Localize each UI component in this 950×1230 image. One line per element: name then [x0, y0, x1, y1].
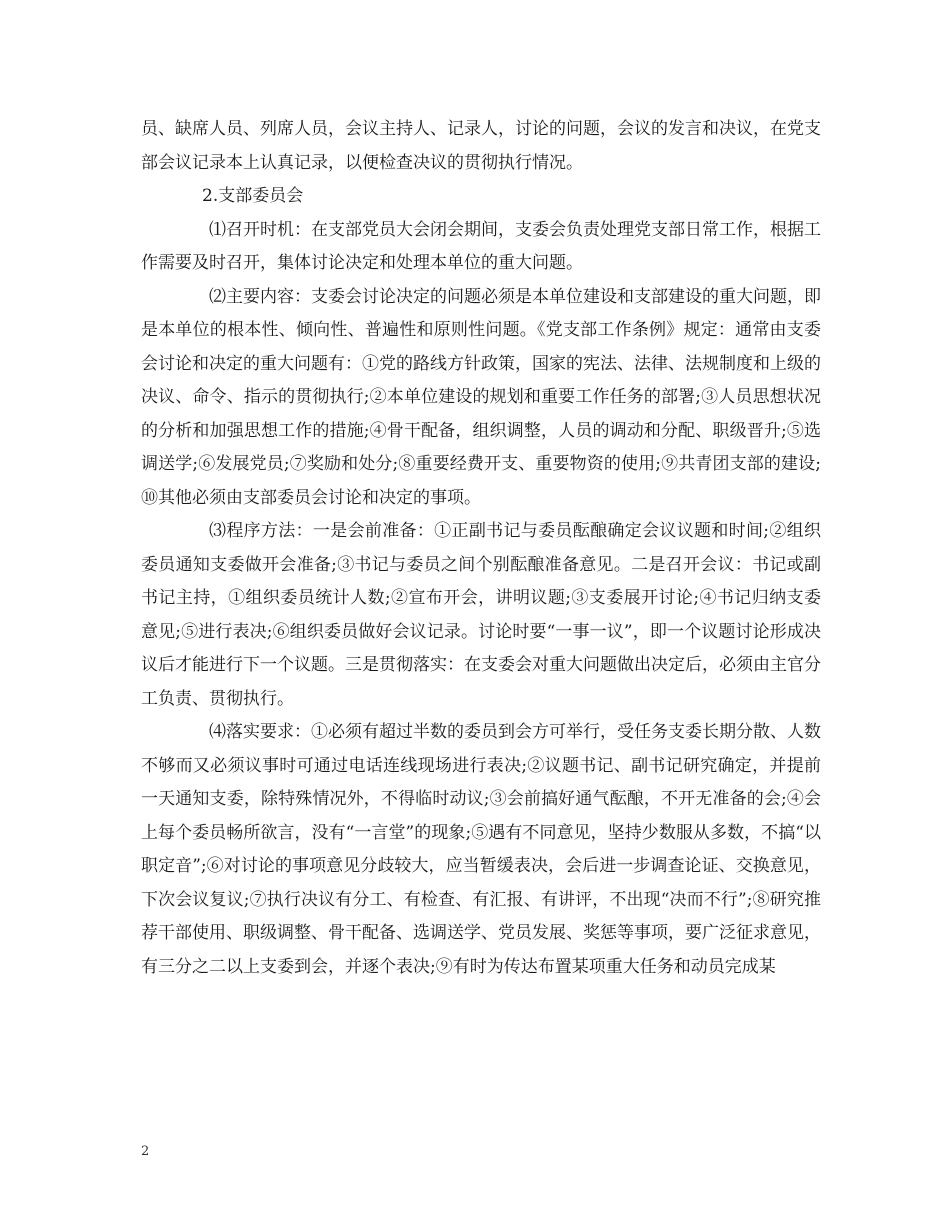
document-body [141, 113, 821, 984]
paragraph-continuation: 员、缺席人员、列席人员，会议主持人、记录人，讨论的问题，会议的发言和决议，在党支部会议记录本上认真记录，以便检查决议的贯彻执行情况。 [141, 119, 821, 173]
page-number: 2 [141, 1144, 150, 1159]
paragraph-procedure: ⑶程序方法：一是会前准备：①正副书记与委员酝酿确定会议议题和时间;②组织委员通知支委做开会准备;③书记与委员之间个别酝酿准备意见。二是召开会议：书记或副书记主持，①组织委员统计人数;②宣布开会，讲明议题;③支委展开讨论;④书记归纳支委意见;⑤进行表决;⑥组织委员做好会议记录。讨论时要“一事一议”，即一个议题讨论形成决议后才能进行下一个议题。三是贯彻落实：在支委会对重大问题做出决定后，必须由主官分工负责、贯彻执行。 [141, 521, 821, 709]
paragraph-timing: ⑴召开时机：在支部党员大会闭会期间，支委会负责处理党支部日常工作，根据工作需要及时召开，集体讨论决定和处理本单位的重大问题。 [141, 219, 821, 273]
paragraph-main-content: ⑵主要内容：支委会讨论决定的问题必须是本单位建设和支部建设的重大问题，即是本单位的根本性、倾向性、普遍性和原则性问题。《党支部工作条例》规定：通常由支委会讨论和决定的重大问题有：①党的路线方针政策，国家的宪法、法律、法规制度和上级的决议、命令、指示的贯彻执行;②本单位建设的规划和重要工作任务的部署;③人员思想状况的分析和加强思想工作的措施;④骨干配备，组织调整，人员的调动和分配、职级晋升;⑤选调送学;⑥发展党员;⑦奖励和处分;⑧重要经费开支、重要物资的使用;⑨共青团支部的建设;⑩其他必须由支部委员会讨论和决定的事项。 [141, 286, 821, 508]
section-heading: 2.支部委员会 [202, 186, 304, 206]
paragraph-requirements: ⑷落实要求：①必须有超过半数的委员到会方可举行，受任务支委长期分散、人数不够而又必须议事时可通过电话连线现场进行表决;②议题书记、副书记研究确定，并提前一天通知支委，除特殊情况外，不得临时动议;③会前搞好通气酝酿，不开无准备的会;④会上每个委员畅所欲言，没有“一言堂”的现象;⑤遇有不同意见，坚持少数服从多数，不搞“以职定音”;⑥对讨论的事项意见分歧较大，应当暂缓表决，会后进一步调查论证、交换意见，下次会议复议;⑦执行决议有分工、有检查、有汇报、有讲评，不出现“决而不行”;⑧研究推荐干部使用、职级调整、骨干配备、选调送学、党员发展、奖惩等事项，要广泛征求意见，有三分之二以上支委到会，并逐个表决;⑨有时为传达布置某项重大任务和动员完成某 [141, 722, 821, 977]
